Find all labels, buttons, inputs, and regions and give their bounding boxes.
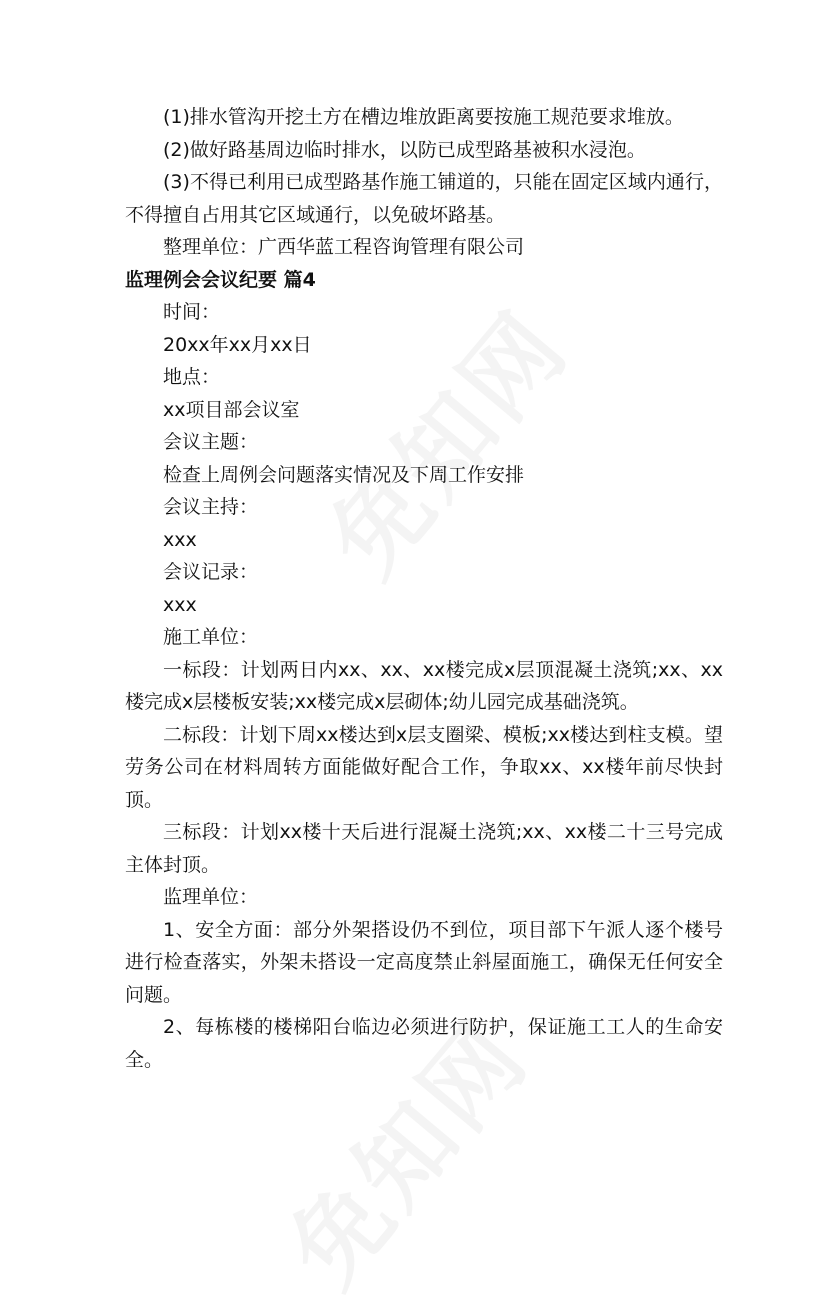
paragraph: 会议主题： [163, 431, 259, 453]
paragraph: xx项目部会议室 [163, 398, 300, 421]
paragraph: 施工单位： [163, 626, 259, 648]
paragraph: 检查上周例会问题落实情况及下周工作安排 [163, 463, 525, 486]
paragraph: 监理单位： [163, 886, 259, 908]
paragraph: 2、每栋楼的楼梯阳台临边必须进行防护，保证施工工人的生命安全。 [125, 1016, 723, 1071]
paragraph: 三标段：计划xx楼十天后进行混凝土浇筑;xx、xx楼二十三号完成主体封顶。 [125, 821, 723, 876]
paragraph: 会议主持： [163, 496, 259, 518]
paragraph: 二标段：计划下周xx楼达到x层支圈梁、模板;xx楼达到柱支模。望劳务公司在材料周转方面能做好配合工作，争取xx、xx楼年前尽快封顶。 [125, 723, 723, 811]
paragraph: 整理单位：广西华蓝工程咨询管理有限公司 [163, 236, 525, 258]
paragraph: (1)排水管沟开挖土方在槽边堆放距离要按施工规范要求堆放。 [163, 106, 684, 128]
paragraph: (3)不得已利用已成型路基作施工铺道的，只能在固定区域内通行，不得擅自占用其它区域通行，以免破坏路基。 [125, 171, 723, 226]
document-body [125, 101, 723, 1076]
paragraph: xxx [163, 528, 197, 551]
paragraph: 20xx年xx月xx日 [163, 333, 312, 356]
paragraph: 会议记录： [163, 561, 259, 583]
paragraph: (2)做好路基周边临时排水，以防已成型路基被积水浸泡。 [163, 138, 646, 161]
paragraph: 时间： [163, 301, 221, 323]
paragraph: 1、安全方面：部分外架搭设仍不到位，项目部下午派人逐个楼号进行检查落实，外架未搭设一定高度禁止斜屋面施工，确保无任何安全问题。 [125, 918, 723, 1006]
paragraph: 地点： [163, 366, 221, 388]
section-heading: 监理例会会议纪要 篇4 [125, 268, 316, 291]
paragraph: xxx [163, 593, 197, 616]
paragraph: 一标段：计划两日内xx、xx、xx楼完成x层顶混凝土浇筑;xx、xx楼完成x层楼板安装;xx楼完成x层砌体;幼儿园完成基础浇筑。 [125, 658, 723, 713]
